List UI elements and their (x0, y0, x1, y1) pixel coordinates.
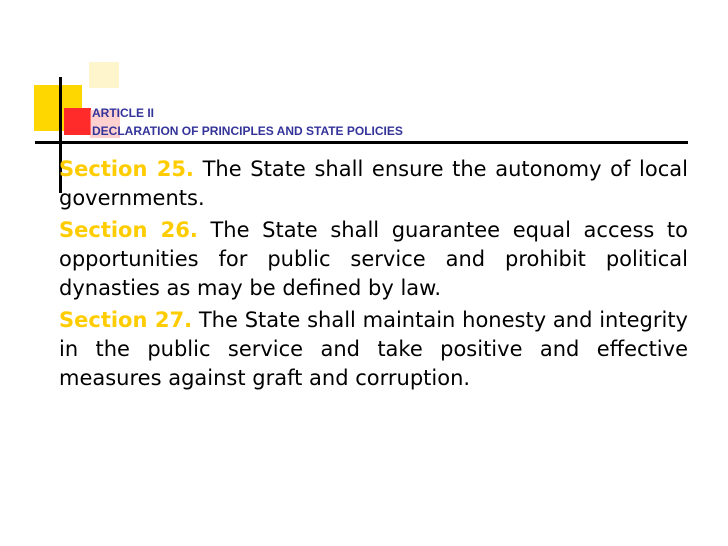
decorative-square-red (64, 108, 91, 135)
section-label: Section 25. (59, 157, 194, 181)
section-25 (59, 155, 688, 213)
section-label: Section 27. (59, 308, 193, 332)
slide-header (92, 104, 403, 140)
section-text: The State shall maintain honesty and integrity in the public service and take positive and effective measures against graft and corruption. (59, 308, 688, 390)
section-27 (59, 306, 688, 393)
decorative-square-light-yellow (89, 62, 119, 88)
section-label: Section 26. (59, 218, 198, 242)
section-text: The State shall guarantee equal access to opportunities for public service and prohibit political dynasties as may be defined by law. (59, 218, 688, 300)
slide-body (59, 155, 688, 396)
section-text: The State shall ensure the autonomy of local governments. (59, 157, 688, 210)
section-26 (59, 216, 688, 303)
article-title: ARTICLE II (92, 106, 154, 120)
article-subtitle: DECLARATION OF PRINCIPLES AND STATE POLICIES (92, 124, 403, 138)
title-divider-line (35, 141, 688, 144)
